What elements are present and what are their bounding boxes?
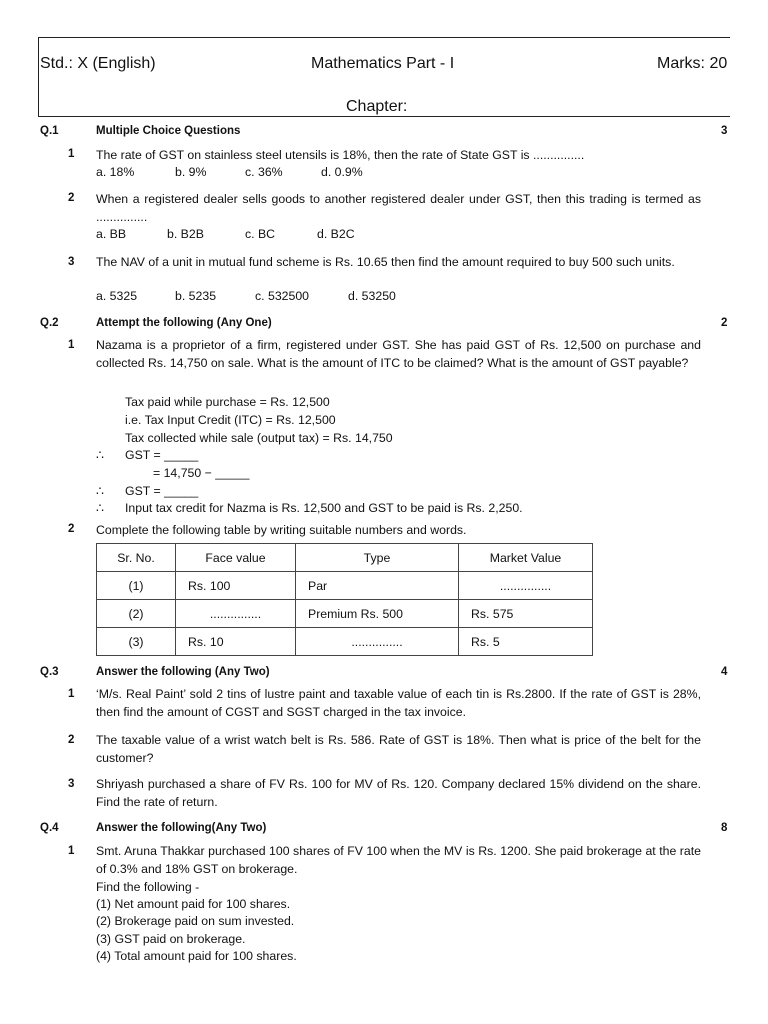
question-number: Q.1 [40, 125, 59, 137]
table-header-row [97, 544, 593, 572]
item-number: 2 [68, 734, 75, 746]
question-text: Nazama is a proprietor of a firm, registered under GST. She has paid GST of Rs. 12,500 on purchase and collected Rs. 14,750 on sale. What is the amount of ITC to be claimed? What is the amount of GST payable? [96, 338, 701, 370]
table-cell: (3) [97, 628, 176, 656]
option-a: a. 5325 [96, 289, 138, 303]
option-d: d. 0.9% [321, 165, 363, 179]
question-marks: 4 [721, 666, 728, 678]
table-cell: ............... [459, 572, 593, 600]
table-row [97, 600, 593, 628]
solution-line: Input tax credit for Nazma is Rs. 12,500 and GST to be paid is Rs. 2,250. [125, 501, 523, 515]
solution-line: GST = _____ [125, 448, 199, 462]
table-row [97, 572, 593, 600]
table-cell: ............... [176, 600, 296, 628]
total-marks: Marks: 20 [657, 55, 728, 72]
header-face-value: Face value [176, 544, 296, 572]
question-heading: Multiple Choice Questions [96, 125, 241, 137]
solution-line: Tax collected while sale (output tax) = Rs. 14,750 [125, 431, 393, 445]
question-heading: Attempt the following (Any One) [96, 317, 272, 329]
option-c: c. 532500 [255, 289, 310, 303]
question-heading: Answer the following (Any Two) [96, 666, 270, 678]
question-text: The NAV of a unit in mutual fund scheme is Rs. 10.65 then find the amount required to buy 500 such units. [96, 255, 675, 269]
solution-line: GST = _____ [125, 484, 199, 498]
option-b: b. B2B [167, 227, 204, 241]
question-text: Shriyash purchased a share of FV Rs. 100 for MV of Rs. 120. Company declared 15% dividend on the share. Find the rate of return. [96, 777, 701, 809]
table-cell: (2) [97, 600, 176, 628]
table-cell: ............... [296, 628, 459, 656]
sub-question: Find the following - [96, 880, 200, 894]
question-marks: 2 [721, 317, 728, 329]
standard-label: Std.: X (English) [40, 55, 156, 72]
item-number: 3 [68, 256, 75, 268]
therefore-symbol: ∴ [96, 501, 104, 515]
sub-question: (1) Net amount paid for 100 shares. [96, 897, 291, 911]
sub-question: (4) Total amount paid for 100 shares. [96, 949, 297, 963]
table-cell: Rs. 100 [176, 572, 296, 600]
item-number: 2 [68, 192, 75, 204]
question-marks: 3 [721, 125, 728, 137]
option-c: c. 36% [245, 165, 283, 179]
question-text: Complete the following table by writing suitable numbers and words. [96, 523, 467, 537]
question-heading: Answer the following(Any Two) [96, 822, 267, 834]
option-c: c. BC [245, 227, 276, 241]
subject-title: Mathematics Part - I [311, 55, 455, 72]
therefore-symbol: ∴ [96, 484, 104, 498]
option-d: d. B2C [317, 227, 355, 241]
header-market-value: Market Value [459, 544, 593, 572]
question-marks: 8 [721, 822, 728, 834]
question-text: The rate of GST on stainless steel utensils is 18%, then the rate of State GST is ............... [96, 148, 585, 162]
shares-table [96, 543, 593, 656]
option-b: b. 5235 [175, 289, 217, 303]
solution-line: i.e. Tax Input Credit (ITC) = Rs. 12,500 [125, 413, 336, 427]
header-type: Type [296, 544, 459, 572]
question-text: ‘M/s. Real Paint’ sold 2 tins of lustre paint and taxable value of each tin is Rs.2800. If the rate of GST is 28%, then find the amount of CGST and SGST charged in the tax invoice. [96, 687, 701, 719]
item-number: 3 [68, 778, 75, 790]
item-number: 1 [68, 339, 75, 351]
solution-line: = 14,750 − _____ [153, 466, 250, 480]
option-b: b. 9% [175, 165, 207, 179]
chapter-label: Chapter: [346, 98, 408, 115]
question-number: Q.3 [40, 666, 59, 678]
table-cell: Par [296, 572, 459, 600]
sub-question: (2) Brokerage paid on sum invested. [96, 914, 295, 928]
question-text: Smt. Aruna Thakkar purchased 100 shares of FV 100 when the MV is Rs. 1200. She paid brokerage at the rate of 0.3% and 18% GST on brokerage. [96, 844, 701, 876]
header-sr-no: Sr. No. [97, 544, 176, 572]
option-d: d. 53250 [348, 289, 396, 303]
option-a: a. BB [96, 227, 127, 241]
item-number: 1 [68, 688, 75, 700]
item-number: 2 [68, 523, 75, 535]
table-cell: Rs. 10 [176, 628, 296, 656]
option-a: a. 18% [96, 165, 135, 179]
table-cell: (1) [97, 572, 176, 600]
question-text: When a registered dealer sells goods to another registered dealer under GST, then this trading is termed as ............... [96, 192, 701, 224]
table-cell: Premium Rs. 500 [296, 600, 459, 628]
question-text: The taxable value of a wrist watch belt is Rs. 586. Rate of GST is 18%. Then what is price of the belt for the customer? [96, 733, 701, 765]
item-number: 1 [68, 845, 75, 857]
question-number: Q.2 [40, 317, 59, 329]
question-number: Q.4 [40, 822, 59, 834]
sub-question: (3) GST paid on brokerage. [96, 932, 246, 946]
table-row [97, 628, 593, 656]
table-cell: Rs. 5 [459, 628, 593, 656]
item-number: 1 [68, 148, 75, 160]
solution-line: Tax paid while purchase = Rs. 12,500 [125, 395, 330, 409]
table-cell: Rs. 575 [459, 600, 593, 628]
therefore-symbol: ∴ [96, 448, 104, 462]
